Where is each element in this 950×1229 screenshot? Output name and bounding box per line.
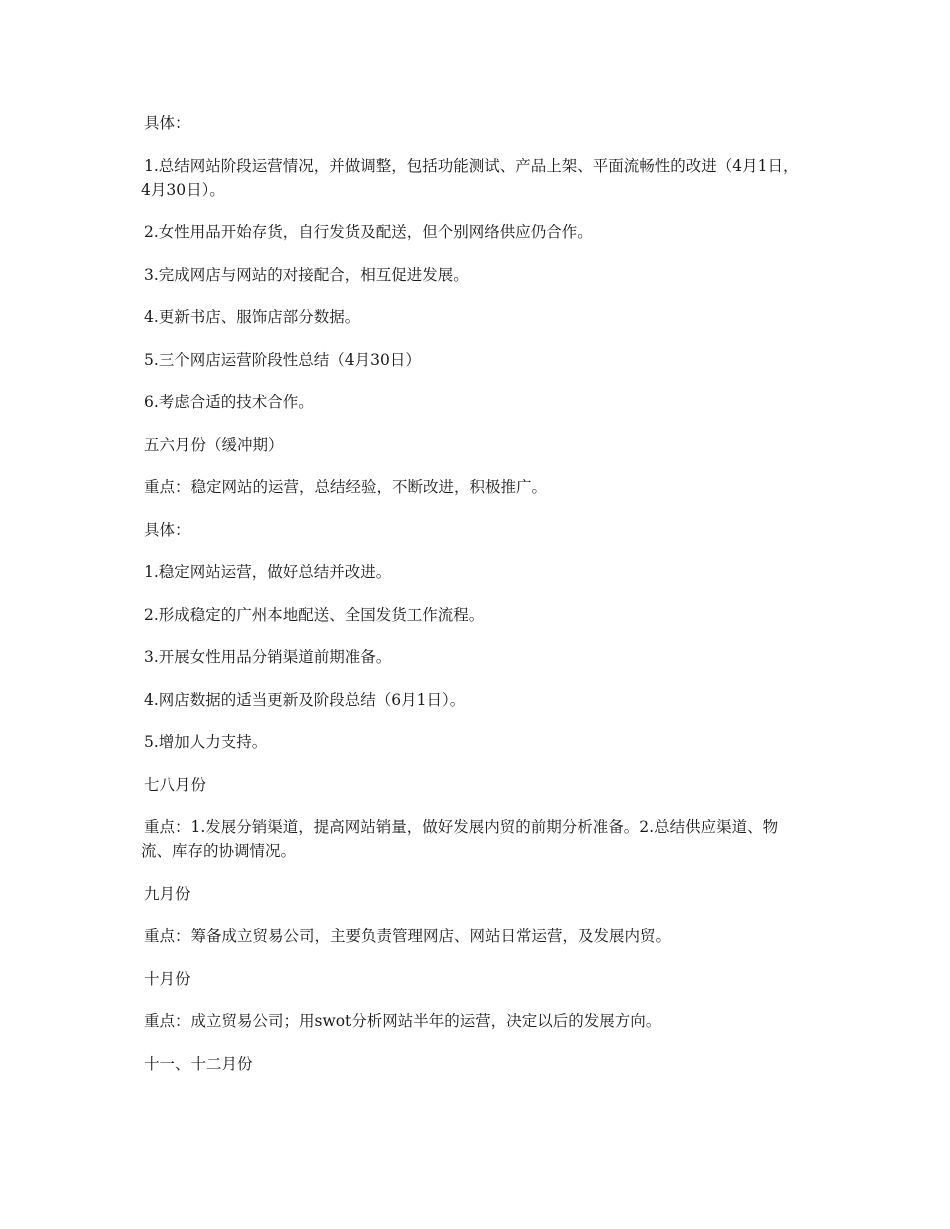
paragraph-specifics-heading: 具体： [144,114,191,132]
document-body [141,111,801,1094]
paragraph-item-4: 4.更新书店、服饰店部分数据。 [144,308,361,326]
section-heading-may-june: 五六月份（缓冲期） [144,435,284,454]
paragraph-item-4b: 4.网店数据的适当更新及阶段总结（6月1日）。 [144,690,466,709]
paragraph-item-2: 2.女性用品开始存货，自行发货及配送，但个别网络供应仍合作。 [144,223,593,241]
paragraph-item-1b: 1.稳定网站运营，做好总结并改进。 [144,563,392,581]
paragraph-item-5b: 5.增加人力支持。 [144,733,268,751]
paragraph-item-5: 5.三个网店运营阶段性总结（4月30日） [144,350,421,369]
paragraph-item-3: 3.完成网店与网站的对接配合，相互促进发展。 [144,265,469,284]
paragraph-item-6: 6.考虑合适的技术合作。 [144,393,314,411]
paragraph-focus-july-august: 重点：1.发展分销渠道，提高网站销量，做好发展内贸的前期分析准备。2.总结供应渠道、物流、库存的协调情况。 [141,818,779,860]
paragraph-item-2b: 2.形成稳定的广州本地配送、全国发货工作流程。 [144,605,485,624]
section-heading-july-august: 七八月份 [144,775,207,794]
section-heading-september: 九月份 [144,884,191,903]
paragraph-focus-october: 重点：成立贸易公司；用swot分析网站半年的运营，决定以后的发展方向。 [144,1012,662,1030]
paragraph-specifics-heading-2: 具体： [144,520,191,539]
paragraph-item-3b: 3.开展女性用品分销渠道前期准备。 [144,648,392,666]
paragraph-item-1: 1.总结网站阶段运营情况，并做调整，包括功能测试、产品上架、平面流畅性的改进（4月1日，4月30日）。 [141,156,799,199]
section-heading-october: 十月份 [144,969,191,988]
section-heading-nov-dec: 十一、十二月份 [144,1054,253,1073]
paragraph-focus-september: 重点：筹备成立贸易公司，主要负责管理网店、网站日常运营，及发展内贸。 [144,927,672,945]
paragraph-focus-may-june: 重点：稳定网站的运营，总结经验，不断改进，积极推广。 [144,478,548,496]
